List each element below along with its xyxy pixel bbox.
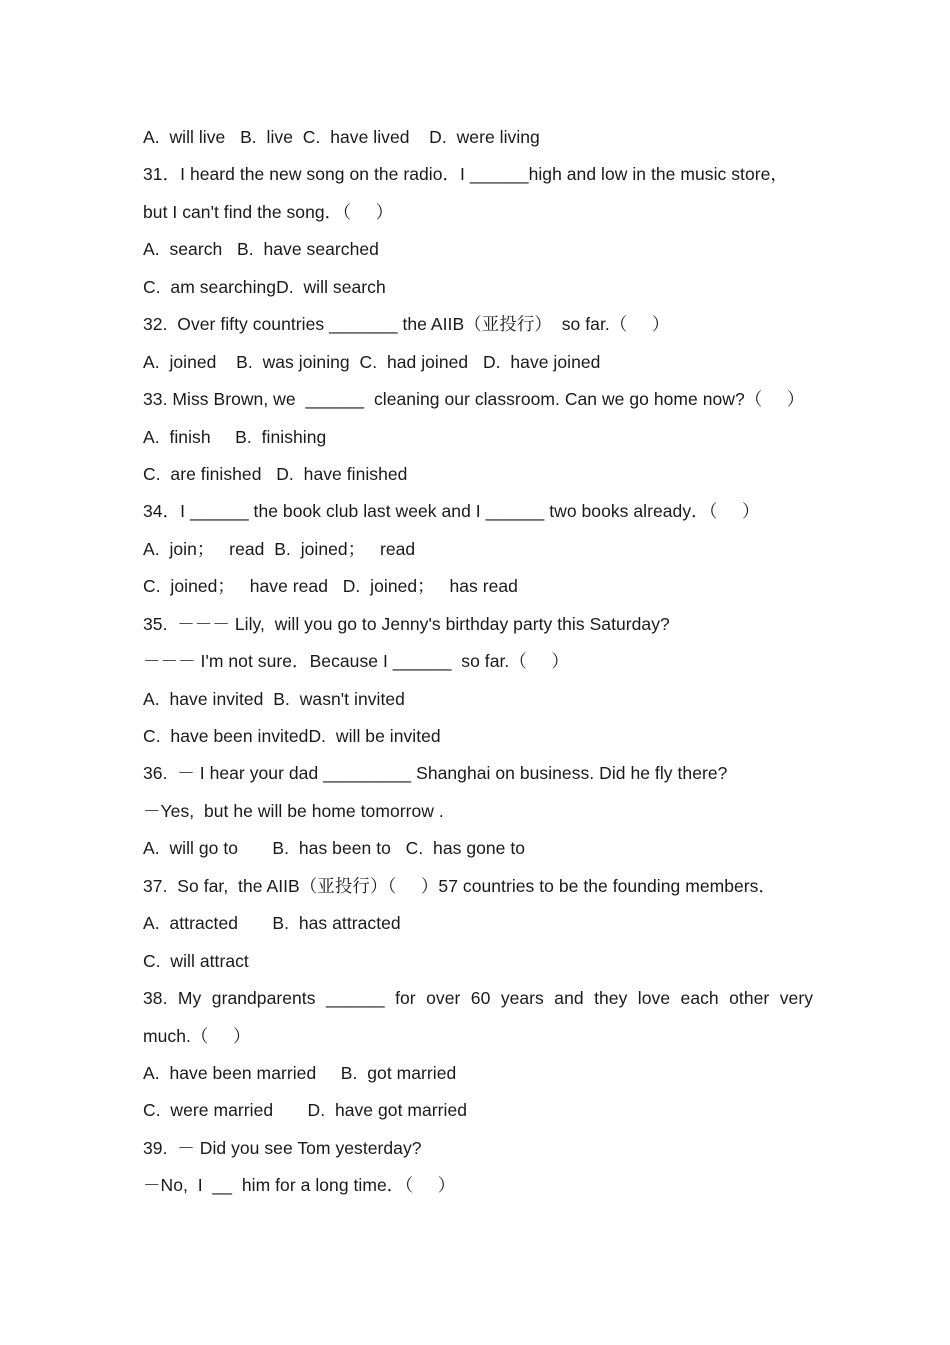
question-31-options: C. am searchingD. will search: [143, 276, 386, 297]
question-31-options: A. search B. have searched: [143, 239, 379, 260]
question-36-stem: 36. － I hear your dad _________ Shanghai on business. Did he fly there?: [143, 763, 728, 784]
question-39-stem: －No, I __ him for a long time．（ ）: [143, 1175, 456, 1196]
question-34-options: A. join； read B. joined； read: [143, 538, 416, 559]
question-36-options: A. will go to B. has been to C. has gone to: [143, 838, 526, 859]
text-body: [143, 119, 813, 1205]
question-37-options: A. attracted B. has attracted: [143, 913, 401, 934]
question-38-options: C. were married D. have got married: [143, 1100, 468, 1121]
question-34-stem: 34．I ______ the book club last week and I ______ two books already．（ ）: [143, 501, 760, 522]
question-35-stem: －－－ I'm not sure．Because I ______ so far.（ ）: [143, 651, 569, 672]
text-line: but I can't find the song．（ ）: [143, 201, 394, 222]
question-37-options: C. will attract: [143, 950, 249, 971]
question-38-stem: much.（ ）: [143, 1025, 251, 1046]
question-34-options: C. joined； have read D. joined； has read: [143, 576, 518, 597]
question-38-stem: 38. My grandparents ______ for over 60 years and they love each other very: [143, 988, 813, 1009]
text-line: A. will live B. live C. have lived D. were living: [143, 127, 540, 147]
question-33-options: A. finish B. finishing: [143, 426, 327, 447]
question-38-options: A. have been married B. got married: [143, 1062, 457, 1083]
question-35-options: A. have invited B. wasn't invited: [143, 688, 405, 709]
question-35-options: C. have been invitedD. will be invited: [143, 726, 441, 746]
question-33-options: C. are finished D. have finished: [143, 463, 408, 484]
question-33-stem: 33. Miss Brown, we ______ cleaning our classroom. Can we go home now?（ ）: [143, 389, 805, 410]
question-31-stem: 31．I heard the new song on the radio．I ______high and low in the music store，: [143, 164, 788, 185]
question-37-stem: 37. So far, the AIIB（亚投行）（ ）57 countries to be the founding members．: [143, 875, 777, 896]
question-32-options: A. joined B. was joining C. had joined D. have joined: [143, 351, 601, 372]
question-36-stem: －Yes, but he will be home tomorrow .: [143, 800, 444, 821]
question-39-stem: 39. － Did you see Tom yesterday?: [143, 1137, 422, 1158]
question-35-stem: 35. －－－ Lily, will you go to Jenny's birthday party this Saturday?: [143, 613, 670, 634]
question-32-stem: 32. Over fifty countries _______ the AIIB（亚投行） so far.（ ）: [143, 314, 670, 335]
